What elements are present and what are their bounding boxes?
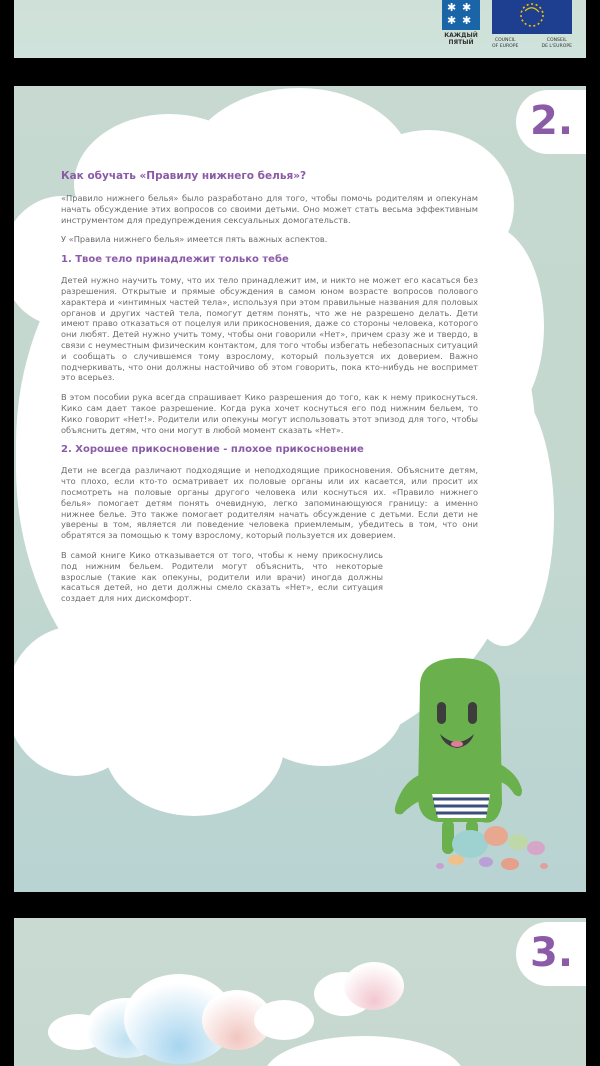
kazhdy-pyaty-logo [442, 0, 480, 52]
intro-paragraph-2: У «Правила нижнего белья» имеется пять важных аспектов. [61, 234, 328, 245]
logo-caption-line2: ПЯТЫЙ [448, 39, 474, 46]
section-1-heading: 1. Твое тело принадлежит только тебе [61, 254, 289, 266]
section-1-paragraph-2: В этом пособии рука всегда спрашивает Кико разрешения до того, как к нему прикоснуться. Кико сам дает такое разрешение. Когда рука хочет коснуться его под нижним бельем, то Кико говорит «Нет!». Родители или опекуны могут использовать этот эпизод для того, чтобы объяснить детям, что они могут в любой момент сказать «Нет». [61, 392, 478, 435]
coe-en-line2: OF EUROPE [492, 43, 519, 49]
coe-en-line1: COUNCIL [494, 38, 516, 43]
snowflake-icon: ✱ ✱ ✱ ✱ [442, 0, 480, 30]
eu-stars-icon [492, 0, 572, 34]
council-of-europe-logo [492, 0, 572, 52]
page-number-badge-3 [516, 922, 586, 986]
section-1-paragraph-1: Детей нужно научить тому, что их тело принадлежит им, и никто не может его касаться без разрешения. Открытые и прямые обсуждения в самом юном возрасте вопросов полового характера и «интимных частей тела», используя при этом правильные названия для половых органов и других частей тела, помогут детям понять, что же не разрешено делать. Дети имеют право отказаться от поцелуя или прикосновения, даже со стороны человека, которого они любят. Детей нужно учить тому, чтобы они говорили «Нет», причем сразу же и твердо, в связи с неуместным физическим контактом, для того чтобы избегать небезопасных ситуаций и сообщать о случившемся тому взрослому, который пользуется их доверием. Важно подчеркивать, что они должны настойчиво об этом говорить, пока кто-нибудь не воспримет это всерьез. [61, 275, 478, 383]
page-fragment-top [14, 0, 586, 58]
logo-caption-line1: КАЖДЫЙ [444, 32, 478, 39]
intro-paragraph-1: «Правило нижнего белья» было разработано для того, чтобы помочь родителям и опекунам начать обсуждение этих вопросов со своими детьми. Оно может стать весьма эффективным инструментом для предупреждения сексуальных домогательств. [61, 193, 478, 225]
section-2-heading: 2. Хорошее прикосновение - плохое прикосновение [61, 444, 364, 456]
pebbles-decoration-icon [426, 814, 558, 880]
section-2-paragraph-1: Дети не всегда различают подходящие и неподходящие прикосновения. Объясните детям, что плохо, если кто-то осматривает их половые органы или их касается, или просит их посмотреть на половые органы другого человека или коснуться их. «Правило нижнего белья» помогает детям понять очевидную, легко запоминающуюся границу: а именно нижнее белье. Это также помогает родителям начать обсуждение с детьми. Если дети не уверены в том, является ли поведение человека приемлемым, убедитесь в том, что они обратятся за помощью к тому взрослому, который пользуется их доверием. [61, 465, 478, 541]
article-body [61, 170, 478, 613]
coe-fr-line2: DE L'EUROPE [541, 43, 572, 49]
page-number-badge [516, 90, 586, 154]
page-number-3: 3. [530, 930, 574, 976]
page-number: 2. [530, 98, 574, 144]
page-2 [14, 86, 586, 892]
coe-fr-line1: CONSEIL [546, 38, 567, 43]
page-3-fragment [14, 918, 586, 1066]
article-title: Как обучать «Правилу нижнего белья»? [61, 170, 307, 182]
section-2-paragraph-2: В самой книге Кико отказывается от того, чтобы к нему прикоснулись под нижним бельем. Родители могут объяснить, что некоторые взрослые (такие как опекуны, родители или врачи) иногда должны касаться детей, но дети должны смело сказать «Нет», если ситуация создает для них дискомфорт. [61, 549, 383, 604]
